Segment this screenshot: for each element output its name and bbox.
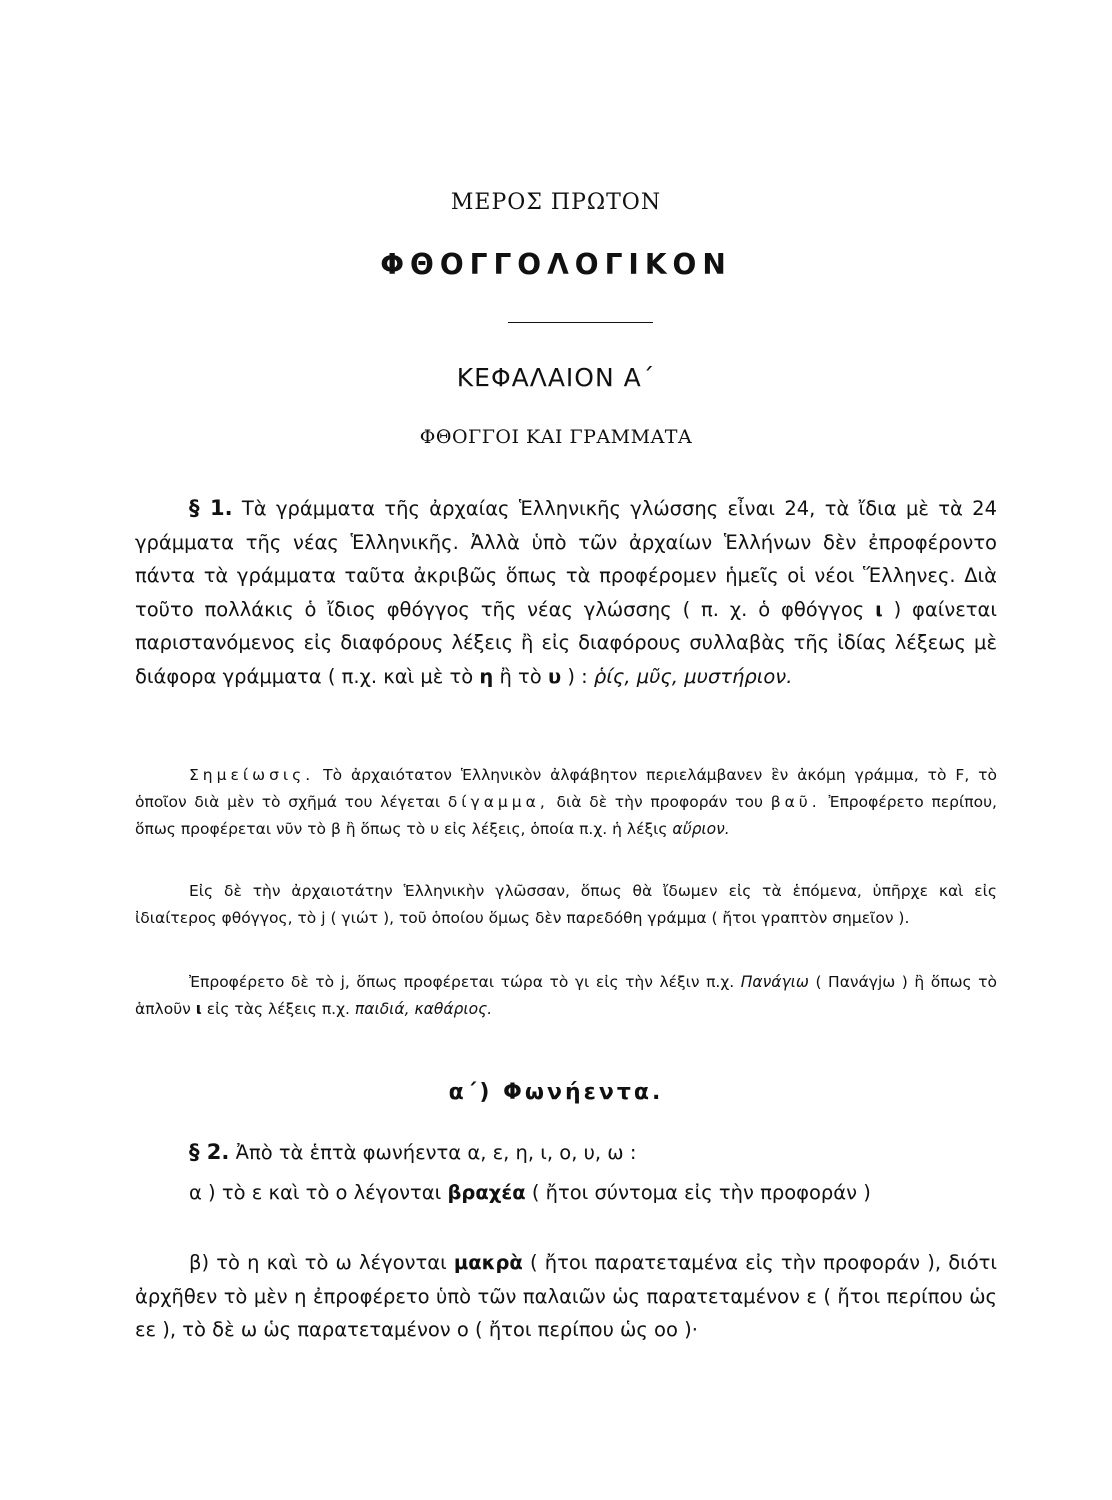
section-2-intro-text: Ἀπὸ τὰ ἑπτὰ φωνήεντα α, ε, η, ι, ο, υ, ω :: [235, 1141, 637, 1164]
chapter-title: ΚΕΦΑΛΑΙΟΝ Α΄: [456, 363, 656, 392]
section-1-text-d: ) :: [567, 664, 588, 688]
note-digamma: δίγαμμα,: [447, 793, 549, 811]
title-divider: [508, 322, 653, 323]
note-paragraph-3: [135, 969, 997, 1023]
main-title: ΦΘΟΓΓΟΛΟΓΙΚΟΝ: [380, 248, 732, 281]
part-title: ΜΕΡΟΣ ΠΡΩΤΟΝ: [450, 190, 662, 215]
section-1-number: § 1.: [189, 496, 233, 520]
section-2-item-a: [135, 1176, 997, 1210]
note-text-b: διὰ δὲ τὴν προφοράν του: [556, 793, 763, 811]
section-2-item-b: [135, 1246, 997, 1347]
note-example-2: Πανάγιω: [740, 973, 809, 991]
note-para3-b: ( Πανάγjω ) ἢ ὅπως τὸ ἁπλοῦν: [135, 973, 997, 1018]
note-bold-iota: ι: [195, 1000, 202, 1018]
section-1-text-b: ) φαίνεται παριστανόμενος εἰς διαφόρους λέξεις ἢ εἰς διαφόρους συλλαβὰς τῆς ἰδίας λέξεως μὲ διάφορα γράμματα ( π.χ. καὶ μὲ τὸ: [135, 597, 997, 688]
item-b-prefix: β) τὸ η καὶ τὸ ω λέγονται: [189, 1251, 447, 1274]
note-example-1: αὔριον.: [672, 820, 730, 838]
note-vau: βαῦ.: [770, 793, 821, 811]
note-para3-a: Ἐπροφέρετο δὲ τὸ j, ὅπως προφέρεται τώρα τὸ γι εἰς τὴν λέξιν π.χ.: [189, 973, 735, 991]
note-example-3: παιδιά, καθάριος.: [354, 1000, 493, 1018]
section-2-intro: [135, 1136, 997, 1170]
note-para3-c: εἰς τὰς λέξεις π.χ.: [206, 1000, 350, 1018]
section-1-bold-eta: η: [479, 664, 494, 688]
section-1-text-c: ἢ τὸ: [499, 664, 542, 688]
section-1-examples: ῥίς, μῦς, μυστήριον.: [593, 664, 793, 688]
note-text-a: Τὸ ἀρχαιότατον Ἑλληνικὸν ἀλφάβητον περιελάμβανεν ἓν ἀκόμη γράμμα, τὸ F, τὸ ὁποῖον διὰ μὲν τὸ σχῆμά του λέγεται: [135, 766, 997, 811]
item-b-bold: μακρὰ: [453, 1251, 523, 1274]
chapter-subtitle: ΦΘΟΓΓΟΙ ΚΑΙ ΓΡΑΜΜΑΤΑ: [419, 426, 693, 448]
note-label: Σημείωσις.: [189, 766, 315, 784]
note-paragraph-1: [135, 762, 997, 843]
note-text-c: Ἐπροφέρετο περίπου, ὅπως προφέρεται νῦν τὸ β ἢ ὅπως τὸ υ εἰς λέξεις, ὁποία π.χ. ἡ λέξις: [135, 793, 997, 838]
note-paragraph-2: Εἰς δὲ τὴν ἀρχαιοτάτην Ἑλληνικὴν γλῶσσαν, ὅπως θὰ ἴδωμεν εἰς τὰ ἑπόμενα, ὑπῆρχε καὶ εἰς ἰδιαίτερος φθόγγος, τὸ j ( γιώτ ), τοῦ ὁποίου ὅμως δὲν παρεδόθη γράμμα ( ἤτοι γραπτὸν σημεῖον ).: [135, 882, 997, 927]
section-1-bold-iota: ι: [875, 597, 883, 621]
section-1-text-a: Τὰ γράμματα τῆς ἀρχαίας Ἑλληνικῆς γλώσσης εἶναι 24, τὰ ἴδια μὲ τὰ 24 γράμματα τῆς νέας Ἑλληνικῆς. Ἀλλὰ ὑπὸ τῶν ἀρχαίων Ἑλλήνων δὲν ἐπροφέροντο πάντα τὰ γράμματα ταῦτα ἀκριβῶς ὅπως τὰ προφέρομεν ἡμεῖς οἱ νέοι Ἕλληνες. Διὰ τοῦτο πολλάκις ὁ ἴδιος φθόγγος τῆς νέας γλώσσης ( π. χ. ὁ φθόγγος: [135, 497, 997, 621]
item-a-prefix: α ) τὸ ε καὶ τὸ ο λέγονται: [189, 1181, 442, 1204]
section-2-number: § 2.: [189, 1140, 230, 1164]
section-1-paragraph: [135, 492, 997, 693]
item-b-suffix: ( ἤτοι παρατεταμένα εἰς τὴν προφοράν ), διότι ἀρχῆθεν τὸ μὲν η ἐπροφέρετο ὑπὸ τῶν παλαιῶν ὡς παρατεταμένον ε ( ἤτοι περίπου ὡς εε ), τὸ δὲ ω ὡς παρατεταμένον ο ( ἤτοι περίπου ὡς οο )·: [135, 1251, 997, 1341]
section-1-bold-upsilon: υ: [547, 664, 562, 688]
item-a-suffix: ( ἤτοι σύντομα εἰς τὴν προφοράν ): [531, 1181, 871, 1204]
section-heading-vowels: α΄) Φωνήεντα.: [448, 1080, 664, 1105]
item-a-bold: βραχέα: [447, 1181, 526, 1204]
